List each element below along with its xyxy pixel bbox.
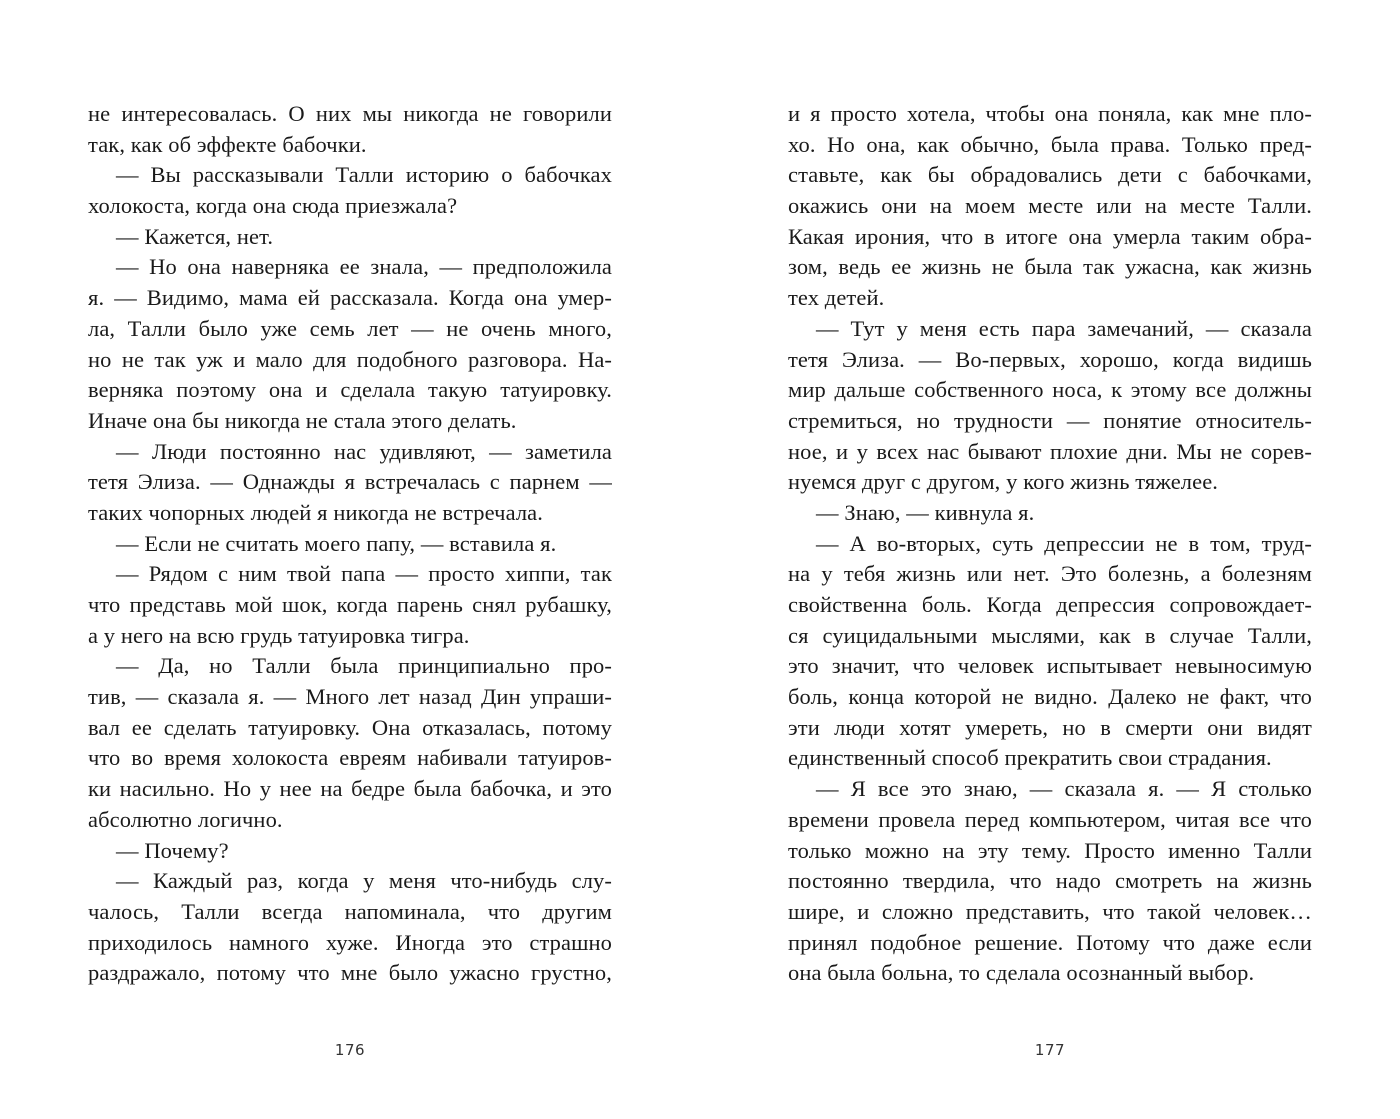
left-page-text bbox=[88, 99, 612, 989]
text-line: мир дальше собственного носа, к этому все должны bbox=[788, 377, 1312, 403]
right-page-text bbox=[788, 99, 1312, 989]
text-line: свойственна боль. Когда депрессия сопровождает- bbox=[788, 592, 1312, 617]
text-line: она была больна, то сделала осознанный выбор. bbox=[788, 960, 1255, 986]
text-line: — Вы рассказывали Талли историю о бабочках bbox=[116, 162, 612, 188]
text-line: раздражало, потому что мне было ужасно грустно, bbox=[88, 960, 612, 986]
text-line: что во время холокоста евреям набивали татуиров- bbox=[88, 745, 612, 771]
text-line: это значит, что человек испытывает невыносимую bbox=[788, 653, 1312, 679]
text-line: — Я все это знаю, — сказала я. — Я столько bbox=[816, 776, 1312, 802]
text-line: вал ее сделать татуировку. Она отказалась, потому bbox=[88, 714, 612, 740]
text-line: — А во-вторых, суть депрессии не в том, труд- bbox=[816, 530, 1312, 556]
text-line: — Люди постоянно нас удивляют, — заметила bbox=[116, 438, 612, 464]
text-line: ставьте, как бы обрадовались дети с бабочками, bbox=[788, 162, 1312, 188]
text-line: хо. Но она, как обычно, была права. Только пред- bbox=[788, 131, 1312, 157]
text-line: единственный способ прекратить свои страдания. bbox=[788, 745, 1272, 771]
text-line: верняка поэтому она и сделала такую татуировку. bbox=[88, 377, 612, 403]
text-line: тех детей. bbox=[788, 285, 885, 311]
text-line: Иначе она бы никогда не стала этого делать. bbox=[88, 407, 517, 433]
text-line: ное, и у всех нас бывают плохие дни. Мы не сорев- bbox=[788, 438, 1312, 464]
text-line: приходилось намного хуже. Иногда это страшно bbox=[88, 929, 612, 955]
text-line: — Знаю, — кивнула я. bbox=[816, 499, 1035, 525]
text-line: ла, Талли было уже семь лет — не очень много, bbox=[88, 315, 612, 341]
text-line: боль, конца которой не видно. Далеко не факт, что bbox=[788, 684, 1312, 710]
text-line: — Если не считать моего папу, — вставила я. bbox=[116, 530, 557, 556]
text-line: только можно на эту тему. Просто именно Талли bbox=[788, 837, 1312, 863]
text-line: стремиться, но трудности — понятие относитель- bbox=[788, 407, 1312, 433]
text-line: тив, — сказала я. — Много лет назад Дин упраши- bbox=[88, 684, 612, 710]
text-line: — Почему? bbox=[116, 837, 229, 863]
text-line: зом, ведь ее жизнь не была так ужасна, как жизнь bbox=[788, 254, 1312, 280]
text-line: принял подобное решение. Потому что даже если bbox=[788, 929, 1312, 955]
text-line: не интересовалась. О них мы никогда не говорили bbox=[88, 101, 612, 126]
text-line: таких чопорных людей я никогда не встречала. bbox=[88, 499, 543, 525]
text-line: тетя Элиза. — Во-первых, хорошо, когда видишь bbox=[788, 346, 1312, 372]
text-line: холокоста, когда она сюда приезжала? bbox=[88, 193, 458, 219]
text-line: ки насильно. Но у нее на бедре была бабочка, и это bbox=[88, 776, 612, 802]
text-line: эти люди хотят умереть, но в смерти они видят bbox=[788, 714, 1312, 740]
text-line: тетя Элиза. — Однажды я встречалась с парнем — bbox=[88, 469, 612, 495]
text-line: — Кажется, нет. bbox=[116, 223, 274, 249]
text-line: что представь мой шок, когда парень снял рубашку, bbox=[88, 592, 612, 617]
right-page bbox=[700, 0, 1400, 1119]
text-line: ся суицидальными мыслями, как в случае Талли, bbox=[788, 622, 1312, 648]
right-page-number: 177 bbox=[1034, 1041, 1066, 1059]
text-line: я. — Видимо, мама ей рассказала. Когда она умер- bbox=[88, 285, 612, 311]
text-line: абсолютно логично. bbox=[88, 806, 283, 832]
text-line: но не так уж и мало для подобного разговора. На- bbox=[88, 346, 612, 372]
left-page-number: 176 bbox=[334, 1041, 366, 1059]
text-line: нуемся друг с другом, у кого жизнь тяжелее. bbox=[788, 469, 1219, 495]
text-line: на у тебя жизнь или нет. Это болезнь, а болезням bbox=[788, 561, 1312, 587]
text-line: — Тут у меня есть пара замечаний, — сказала bbox=[816, 315, 1312, 341]
text-line: постоянно твердила, что надо смотреть на жизнь bbox=[788, 868, 1312, 894]
text-line: шире, и сложно представить, что такой человек… bbox=[788, 898, 1312, 924]
text-line: чалось, Талли всегда напоминала, что другим bbox=[88, 898, 612, 924]
text-line: — Каждый раз, когда у меня что-нибудь слу- bbox=[116, 868, 612, 894]
text-line: так, как об эффекте бабочки. bbox=[88, 131, 367, 157]
text-line: и я просто хотела, чтобы она поняла, как мне пло- bbox=[788, 101, 1312, 126]
text-line: — Но она наверняка ее знала, — предположила bbox=[116, 254, 612, 280]
text-line: времени провела перед компьютером, читая все что bbox=[788, 806, 1312, 832]
text-line: Какая ирония, что в итоге она умерла таким обра- bbox=[788, 223, 1312, 249]
text-line: а у него на всю грудь татуировка тигра. bbox=[88, 622, 470, 648]
text-line: — Да, но Талли была принципиально про- bbox=[116, 653, 612, 679]
text-line: окажись они на моем месте или на месте Талли. bbox=[788, 193, 1312, 219]
text-line: — Рядом с ним твой папа — просто хиппи, так bbox=[116, 561, 612, 587]
